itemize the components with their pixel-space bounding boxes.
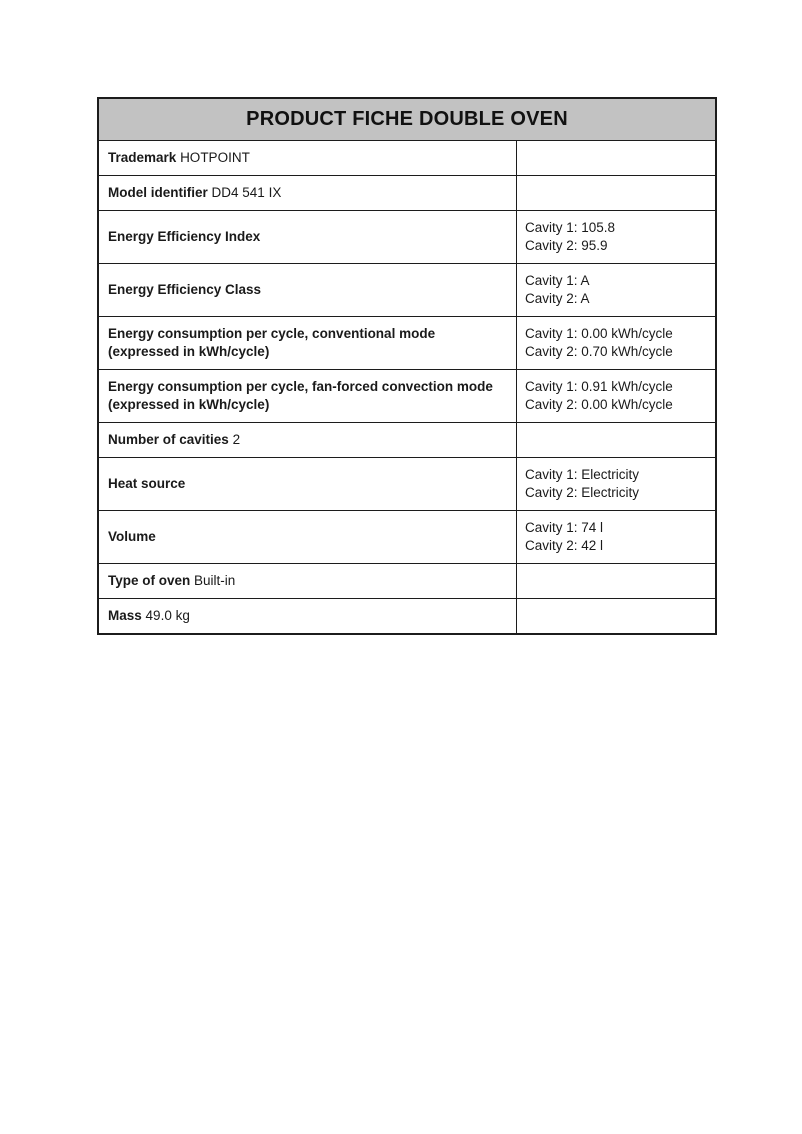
- row-label: Energy Efficiency Class: [108, 282, 262, 297]
- row-value-cell: [517, 564, 715, 598]
- row-value-cell: [517, 511, 715, 563]
- cavity1-value: Cavity 1: 0.91 kWh/cycle: [525, 379, 673, 394]
- row-value-cell: [517, 370, 715, 422]
- row-label-cell: [99, 423, 517, 457]
- row-value-cell: [517, 264, 715, 316]
- table-row-model-identifier: [99, 175, 715, 210]
- table-row-type-of-oven: [99, 563, 715, 598]
- cavity2-value: Cavity 2: Electricity: [525, 485, 640, 500]
- row-label-cell: [99, 317, 517, 369]
- row-inline-value: HOTPOINT: [180, 150, 250, 165]
- row-inline-value: 2: [232, 432, 241, 447]
- cavity1-value: Cavity 1: 105.8: [525, 220, 616, 235]
- row-label-cell: [99, 176, 517, 210]
- table-row-energy-efficiency-class: [99, 263, 715, 316]
- cavity2-value: Cavity 2: 42 l: [525, 538, 604, 553]
- table-row-trademark: [99, 140, 715, 175]
- cavity1-value: Cavity 1: A: [525, 273, 590, 288]
- row-value-cell: [517, 176, 715, 210]
- table-header: [99, 99, 715, 140]
- row-label-cell: [99, 370, 517, 422]
- product-fiche-table: [97, 97, 717, 635]
- row-label: Trademark: [108, 150, 177, 165]
- row-label: Energy consumption per cycle, fan-forced convection mode (expressed in kWh/cycle): [108, 379, 493, 412]
- table-row-energy-consumption-conventional: [99, 316, 715, 369]
- table-row-mass: [99, 598, 715, 633]
- row-label-cell: [99, 458, 517, 510]
- row-label: Type of oven: [108, 573, 191, 588]
- row-label: Energy consumption per cycle, conventional mode (expressed in kWh/cycle): [108, 326, 436, 359]
- table-row-energy-efficiency-index: [99, 210, 715, 263]
- table-row-volume: [99, 510, 715, 563]
- row-value-cell: [517, 211, 715, 263]
- row-label: Volume: [108, 529, 156, 544]
- cavity1-value: Cavity 1: 0.00 kWh/cycle: [525, 326, 673, 341]
- row-label: Heat source: [108, 476, 186, 491]
- row-value-cell: [517, 141, 715, 175]
- row-label-cell: [99, 141, 517, 175]
- row-label: Mass: [108, 608, 142, 623]
- row-inline-value: DD4 541 IX: [211, 185, 282, 200]
- cavity2-value: Cavity 2: 0.70 kWh/cycle: [525, 344, 673, 359]
- page-title: PRODUCT FICHE DOUBLE OVEN: [246, 108, 568, 130]
- row-inline-value: Built-in: [194, 573, 236, 588]
- row-label: Number of cavities: [108, 432, 229, 447]
- cavity1-value: Cavity 1: 74 l: [525, 520, 604, 535]
- cavity2-value: Cavity 2: 95.9: [525, 238, 608, 253]
- row-value-cell: [517, 458, 715, 510]
- cavity1-value: Cavity 1: Electricity: [525, 467, 640, 482]
- row-label-cell: [99, 511, 517, 563]
- row-label-cell: [99, 264, 517, 316]
- table-row-heat-source: [99, 457, 715, 510]
- row-label-cell: [99, 599, 517, 633]
- table-row-number-of-cavities: [99, 422, 715, 457]
- row-inline-value: 49.0 kg: [145, 608, 190, 623]
- row-label-cell: [99, 211, 517, 263]
- row-value-cell: [517, 317, 715, 369]
- row-label: Model identifier: [108, 185, 208, 200]
- row-label: Energy Efficiency Index: [108, 229, 261, 244]
- row-value-cell: [517, 599, 715, 633]
- table-row-energy-consumption-fan-forced: [99, 369, 715, 422]
- row-value-cell: [517, 423, 715, 457]
- row-label-cell: [99, 564, 517, 598]
- cavity2-value: Cavity 2: 0.00 kWh/cycle: [525, 397, 673, 412]
- cavity2-value: Cavity 2: A: [525, 291, 590, 306]
